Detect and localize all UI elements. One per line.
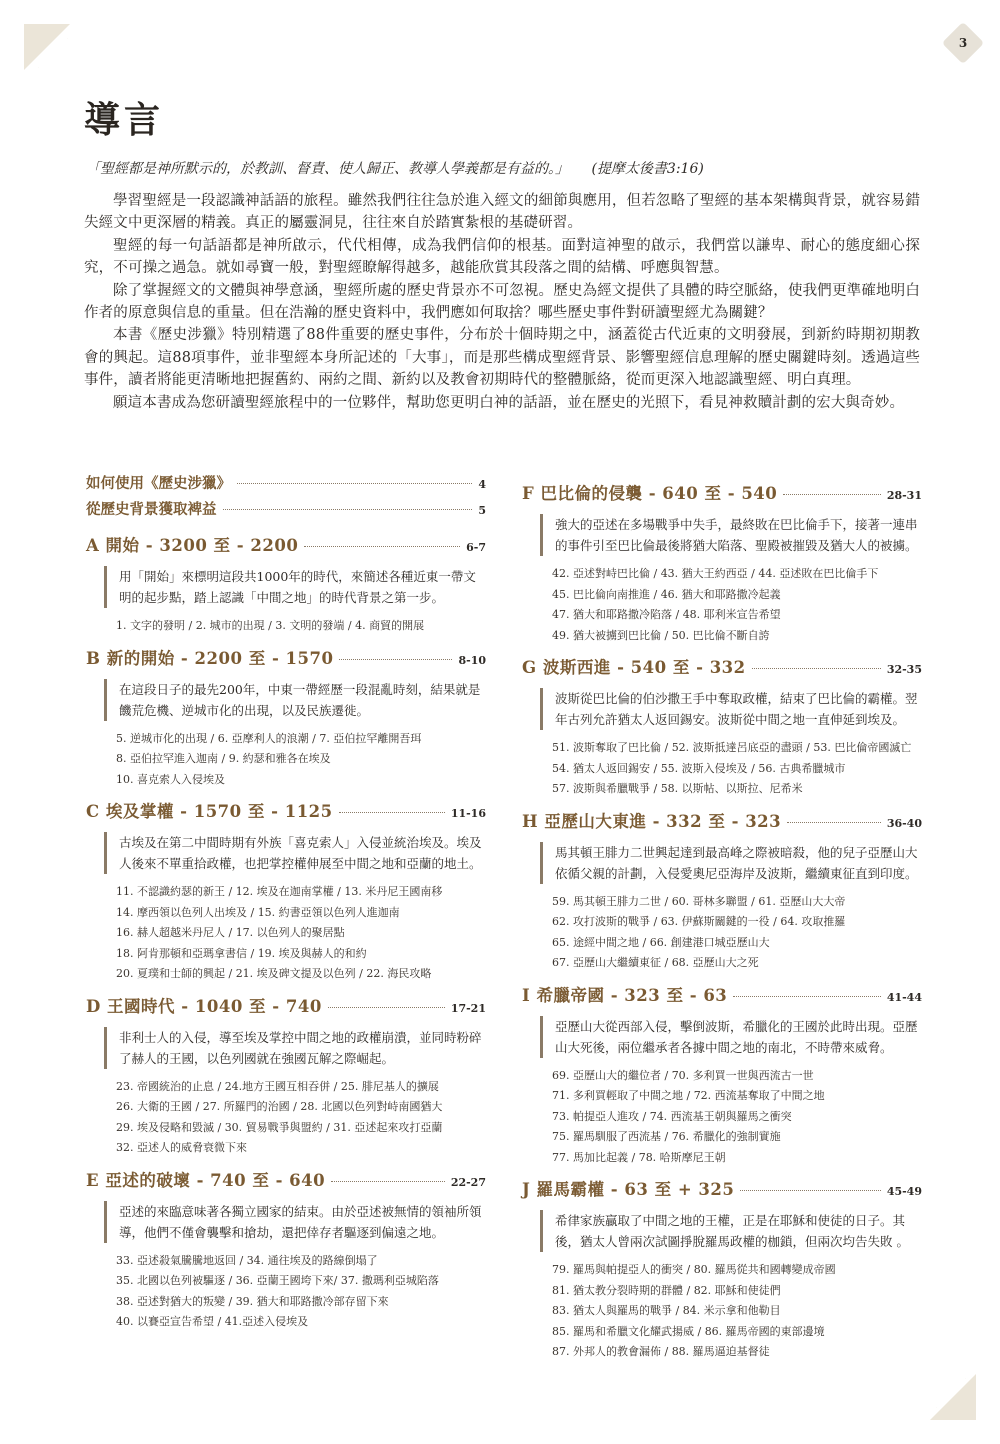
toc-section bbox=[86, 645, 486, 791]
event-line: 81. 猶太教分裂時期的群體 / 82. 耶穌和使徒們 bbox=[552, 1283, 781, 1297]
toc-section bbox=[522, 982, 922, 1169]
toc-section-heading-title: D 王國時代 - 1040 至 - 740 bbox=[86, 996, 322, 1016]
leader-dots bbox=[328, 1007, 445, 1008]
section-description: 古埃及在第二中間時期有外族「喜克索人」入侵並統治埃及。埃及人後來不單重拾政權，也把掌控權伸展至中間之地和亞蘭的地土。 bbox=[104, 832, 486, 874]
leader-dots bbox=[339, 659, 452, 660]
event-line: 1. 文字的發明 / 2. 城市的出現 / 3. 文明的發端 / 4. 商貿的開展 bbox=[116, 619, 425, 632]
toc-section-heading-title: G 波斯西進 - 540 至 - 332 bbox=[522, 658, 746, 677]
section-description: 強大的亞述在多場戰爭中失手，最終敗在巴比倫手下，接著一連串的事件引至巴比倫最後將猶大陷落、聖殿被摧毀及猶大人的被擄。 bbox=[540, 514, 922, 556]
toc-section-heading-title: B 新的開始 - 2200 至 - 1570 bbox=[86, 648, 334, 668]
quote-text: 「聖經都是神所默示的，於教訓、督責、使人歸正、教導人學義都是有益的。」 bbox=[86, 161, 569, 177]
section-event-list bbox=[552, 564, 922, 646]
leader-dots bbox=[331, 1181, 445, 1182]
leader-dots bbox=[787, 822, 881, 823]
toc-section bbox=[522, 1176, 922, 1363]
leader-dots bbox=[733, 996, 881, 997]
leader-dots bbox=[223, 509, 473, 510]
event-line: 11. 不認識約瑟的新王 / 12. 埃及在迦南掌權 / 13. 米丹尼王國南移 bbox=[116, 885, 443, 898]
event-line: 87. 外邦人的教會漏佈 / 88. 羅馬逼迫基督徒 bbox=[552, 1345, 770, 1358]
toc-section-heading-pages: 17-21 bbox=[450, 1001, 486, 1015]
toc-entry-pages: 4 bbox=[478, 478, 486, 491]
section-event-list bbox=[116, 1077, 486, 1159]
event-line: 38. 亞述對猶大的叛變 / 39. 猶大和耶路撒冷部存留下來 bbox=[116, 1294, 389, 1308]
page-title: 導言 bbox=[84, 99, 165, 141]
event-line: 14. 摩西領以色列人出埃及 / 15. 約書亞領以色列人進迦南 bbox=[116, 905, 400, 919]
toc-section-heading-title: C 埃及掌權 - 1570 至 - 1125 bbox=[86, 802, 333, 821]
event-line: 26. 大衛的王國 / 27. 所羅門的治國 / 28. 北國以色列對峙南國猶大 bbox=[116, 1100, 443, 1113]
toc-section bbox=[86, 532, 486, 637]
intro-paragraph: 除了掌握經文的文體與神學意涵，聖經所處的歷史背景亦不可忽視。歷史為經文提供了具體的時空脈絡，使我們更準確地明白作者的原意與信息的重量。但在浩瀚的歷史資料中，我們應如何取捨？哪些歷史事件對研讀聖經尤為關鍵？ bbox=[84, 282, 920, 322]
toc-section bbox=[86, 993, 486, 1159]
event-line: 79. 羅馬與帕提亞人的衝突 / 80. 羅馬從共和國轉變成帝國 bbox=[552, 1263, 836, 1276]
section-description: 在這段日子的最先200年，中東一帶經歷一段混亂時刻，結果就是饑荒危機、逆城市化的出現，以及民族遷徙。 bbox=[104, 679, 486, 721]
section-event-list bbox=[116, 882, 486, 985]
intro-paragraph: 聖經的每一句話語都是神所啟示，代代相傳，成為我們信仰的根基。面對這神聖的啟示，我們當以謙卑、耐心的態度細心探究，不可操之過急。就如尋寶一般，對聖經瞭解得越多，越能欣賞其段落之間的結構、呼應與智慧。 bbox=[84, 237, 920, 277]
toc-section-heading[interactable] bbox=[86, 532, 486, 560]
event-line: 73. 帕提亞人進攻 / 74. 西流基王朝與羅馬之衝突 bbox=[552, 1109, 792, 1123]
toc-section-heading[interactable] bbox=[86, 798, 486, 826]
toc-entry-title: 如何使用《歷史涉獵》 bbox=[86, 475, 231, 492]
event-line: 85. 羅馬和希臘文化耀武揚威 / 86. 羅馬帝國的東部邊境 bbox=[552, 1324, 825, 1338]
event-line: 57. 波斯與希臘戰爭 / 58. 以斯帖、以斯拉、尼希米 bbox=[552, 782, 803, 795]
toc-entry-pages: 5 bbox=[478, 504, 486, 517]
toc-section-heading-title: H 亞歷山大東進 - 332 至 - 323 bbox=[522, 811, 782, 831]
event-line: 65. 途經中間之地 / 66. 創建港口城亞歷山大 bbox=[552, 935, 770, 949]
toc-section bbox=[522, 480, 922, 646]
toc-section-heading-title: F 巴比倫的侵襲 - 640 至 - 540 bbox=[522, 484, 778, 503]
toc-section-heading[interactable] bbox=[522, 808, 922, 836]
section-description: 希律家族贏取了中間之地的王權，正是在耶穌和使徒的日子。其後，猶太人曾兩次試圖掙脫羅馬政權的枷鎖，但兩次均告失敗 。 bbox=[540, 1210, 922, 1252]
toc-section-heading-pages: 22-27 bbox=[450, 1175, 486, 1189]
toc-section bbox=[522, 654, 922, 800]
section-description: 用「開始」來標明這段共1000年的時代，來簡述各種近東一帶文明的起步點，踏上認識「中間之地」的時代背景之第一步。 bbox=[104, 566, 486, 608]
event-line: 29. 埃及侵略和毀滅 / 30. 貿易戰爭與盟約 / 31. 亞述起來攻打亞蘭 bbox=[116, 1120, 443, 1134]
event-line: 71. 多利買輕取了中間之地 / 72. 西流基奪取了中間之地 bbox=[552, 1089, 825, 1102]
toc-section-heading-pages: 11-16 bbox=[450, 807, 486, 820]
toc-section-heading-pages: 8-10 bbox=[458, 653, 486, 667]
toc-entry[interactable] bbox=[86, 498, 486, 524]
section-event-list bbox=[552, 738, 922, 800]
toc-section-heading[interactable] bbox=[86, 993, 486, 1021]
toc-section-heading[interactable] bbox=[522, 982, 922, 1010]
event-line: 47. 猶大和耶路撒冷陷落 / 48. 耶利米宣告希望 bbox=[552, 608, 781, 621]
toc-entry[interactable] bbox=[86, 472, 486, 498]
leader-dots bbox=[752, 668, 881, 669]
section-description: 亞述的來臨意味著各獨立國家的結束。由於亞述被無情的領袖所領導，他們不僅會襲擊和搶劫，還把倖存者驅逐到偏遠之地。 bbox=[104, 1201, 486, 1243]
toc-section-heading[interactable] bbox=[86, 1167, 486, 1195]
section-description: 非利士人的入侵，導至埃及掌控中間之地的政權崩潰，並同時粉碎了赫人的王國，以色列國就在強國瓦解之際崛起。 bbox=[104, 1027, 486, 1069]
toc-section-heading-title: I 希臘帝國 - 323 至 - 63 bbox=[522, 985, 728, 1005]
section-description: 亞歷山大從西部入侵，擊倒波斯，希臘化的王國於此時出現。亞歷山大死後，兩位繼承者各據中間之地的南北，不時帶來威脅。 bbox=[540, 1016, 922, 1058]
section-description: 波斯從巴比倫的伯沙撒王手中奪取政權，結束了巴比倫的霸權。翌年古列允許猶太人返回錫安。波斯從中間之地一直伸延到埃及。 bbox=[540, 688, 922, 730]
section-event-list bbox=[552, 1066, 922, 1169]
toc-section-heading-title: A 開始 - 3200 至 - 2200 bbox=[86, 536, 299, 555]
toc-section-heading-pages: 41-44 bbox=[886, 990, 922, 1004]
toc-section-heading[interactable] bbox=[522, 480, 922, 508]
corner-decoration-top-left bbox=[24, 24, 70, 70]
leader-dots bbox=[740, 1190, 880, 1191]
toc-section bbox=[522, 808, 922, 974]
intro-paragraph: 學習聖經是一段認識神話語的旅程。雖然我們往往急於進入經文的細節與應用，但若忽略了聖經的基本架構與背景，就容易錯失經文中更深層的精義。真正的屬靈洞見，往往來自於踏實紮根的基礎研習。 bbox=[84, 193, 920, 232]
toc-section-heading-title: J 羅馬霸權 - 63 至 + 325 bbox=[522, 1180, 735, 1199]
leader-dots bbox=[304, 546, 460, 547]
intro-paragraph: 本書《歷史涉獵》特別精選了88件重要的歷史事件，分布於十個時期之中，涵蓋從古代近東的文明發展，到新約時期初期教會的興起。這88項事件，並非聖經本身所記述的「大事」，而是那些構成聖經背景、影響聖經信息理解的歷史關鍵時刻。透過這些事件，讀者將能更清晰地把握舊約、兩約之間、新約以及教會初期時代的整體脈絡，從而更深入地認識聖經、明白真理。 bbox=[84, 327, 920, 389]
toc-section-heading-pages: 32-35 bbox=[886, 663, 922, 676]
event-line: 77. 馬加比起義 / 78. 哈斯摩尼王朝 bbox=[552, 1150, 726, 1164]
event-line: 83. 猶太人與羅馬的戰爭 / 84. 米示拿和他勒目 bbox=[552, 1304, 781, 1317]
event-line: 16. 赫人超越米丹尼人 / 17. 以色列人的聚居點 bbox=[116, 926, 345, 939]
toc-right-column bbox=[522, 472, 922, 1369]
toc-section-heading-pages: 28-31 bbox=[886, 489, 922, 502]
event-line: 51. 波斯奪取了巴比倫 / 52. 波斯抵達呂底亞的盡頭 / 53. 巴比倫帝國滅亡 bbox=[552, 741, 912, 754]
event-line: 18. 阿肯那頓和亞瑪拿書信 / 19. 埃及與赫人的和約 bbox=[116, 946, 367, 960]
section-event-list bbox=[552, 892, 922, 974]
event-line: 20. 夏璞和士師的興起 / 21. 埃及碑文提及以色列 / 22. 海民攻略 bbox=[116, 967, 432, 980]
event-line: 33. 亞述殺氣騰騰地返回 / 34. 通往埃及的路線倒塌了 bbox=[116, 1253, 378, 1267]
toc-section-heading[interactable] bbox=[522, 1176, 922, 1204]
toc-section-heading-pages: 45-49 bbox=[886, 1185, 922, 1198]
event-line: 5. 逆城市化的出現 / 6. 亞摩利人的浪潮 / 7. 亞伯拉罕離開吾珥 bbox=[116, 731, 422, 745]
toc-section bbox=[86, 798, 486, 985]
event-line: 69. 亞歷山大的繼位者 / 70. 多利買一世與西流古一世 bbox=[552, 1068, 814, 1082]
toc-section-heading-pages: 6-7 bbox=[466, 541, 486, 554]
leader-dots bbox=[339, 812, 445, 813]
toc-entry-title: 從歷史背景獲取裨益 bbox=[86, 501, 217, 518]
leader-dots bbox=[237, 483, 472, 484]
event-line: 35. 北國以色列被驅逐 / 36. 亞蘭王國垮下來/ 37. 撒瑪利亞城陷落 bbox=[116, 1274, 439, 1287]
toc-left-column bbox=[86, 472, 486, 1339]
event-line: 45. 巴比倫向南推進 / 46. 猶大和耶路撒冷起義 bbox=[552, 587, 781, 601]
toc-section-heading[interactable] bbox=[86, 645, 486, 673]
section-event-list bbox=[552, 1260, 922, 1363]
event-line: 10. 喜克索人入侵埃及 bbox=[116, 772, 225, 786]
event-line: 54. 猶太人返回錫安 / 55. 波斯入侵埃及 / 56. 古典希臘城市 bbox=[552, 761, 846, 775]
event-line: 42. 亞述對峙巴比倫 / 43. 猶大王約西亞 / 44. 亞述敗在巴比倫手下 bbox=[552, 567, 879, 580]
section-event-list bbox=[116, 1251, 486, 1333]
section-event-list bbox=[116, 616, 486, 637]
event-line: 62. 攻打波斯的戰爭 / 63. 伊蘇斯關鍵的一役 / 64. 攻取推羅 bbox=[552, 915, 846, 928]
introduction-text bbox=[84, 190, 920, 414]
page-number-badge bbox=[942, 22, 984, 64]
toc-section-heading-pages: 36-40 bbox=[886, 816, 922, 830]
toc-section-heading[interactable] bbox=[522, 654, 922, 682]
intro-paragraph: 願這本書成為您研讀聖經旅程中的一位夥伴，幫助您更明白神的話語，並在歷史的光照下，看見神救贖計劃的宏大與奇妙。 bbox=[113, 394, 905, 411]
event-line: 8. 亞伯拉罕進入迦南 / 9. 約瑟和雅各在埃及 bbox=[116, 752, 331, 765]
event-line: 40. 以賽亞宣告希望 / 41.亞述入侵埃及 bbox=[116, 1315, 309, 1328]
event-line: 23. 帝國統治的止息 / 24.地方王國互相吞併 / 25. 腓尼基人的擴展 bbox=[116, 1079, 439, 1093]
toc-section bbox=[86, 1167, 486, 1333]
section-event-list bbox=[116, 729, 486, 791]
quote-reference: (提摩太後書3:16) bbox=[591, 161, 704, 177]
event-line: 75. 羅馬馴服了西流基 / 76. 希臘化的強制實施 bbox=[552, 1130, 781, 1143]
event-line: 59. 馬其頓王腓力二世 / 60. 哥林多聯盟 / 61. 亞歷山大大帝 bbox=[552, 894, 846, 908]
section-description: 馬其頓王腓力二世興起達到最高峰之際被暗殺，他的兒子亞歷山大依循父親的計劃，入侵愛奧尼亞海岸及波斯，繼續東征直到印度。 bbox=[540, 842, 922, 884]
toc-section-heading-title: E 亞述的破壞 - 740 至 - 640 bbox=[86, 1170, 326, 1190]
leader-dots bbox=[783, 494, 881, 495]
event-line: 32. 亞述人的威脅衰微下來 bbox=[116, 1141, 247, 1154]
event-line: 67. 亞歷山大繼續東征 / 68. 亞歷山大之死 bbox=[552, 956, 759, 969]
page-number: 3 bbox=[958, 36, 968, 50]
event-line: 49. 猶大被擄到巴比倫 / 50. 巴比倫不斷自誇 bbox=[552, 628, 770, 642]
scripture-quote bbox=[86, 158, 916, 178]
corner-decoration-bottom-right bbox=[930, 1374, 976, 1420]
